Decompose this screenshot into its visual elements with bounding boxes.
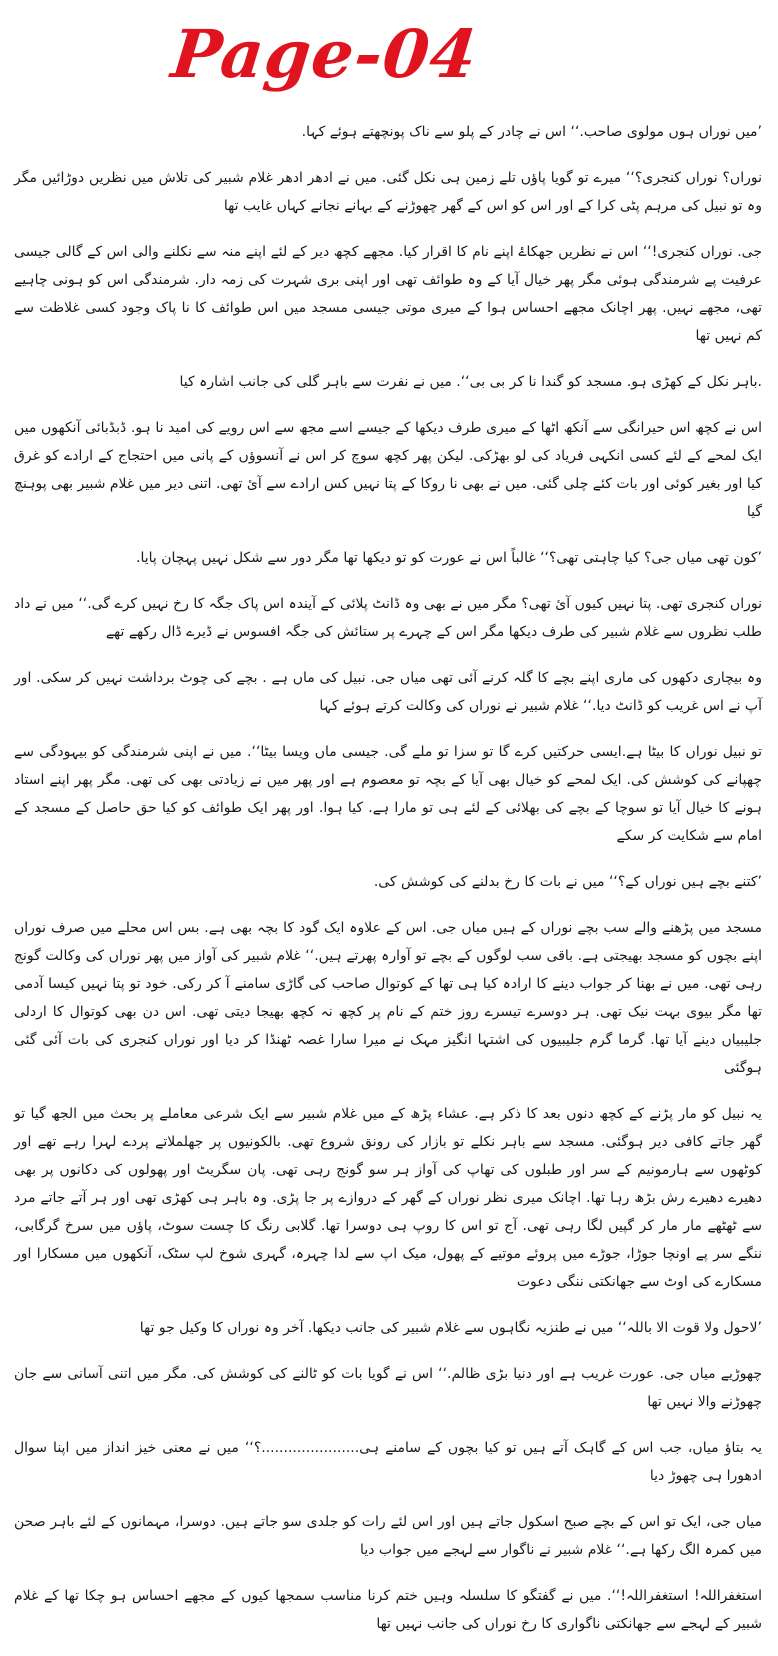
paragraph: میاں جی، ایک تو اس کے بچے صبح اسکول جاتے ہیں اور اس لئے رات کو جلدی سو جاتے ہیں. دوسرا، مہمانوں کے لئے باہر صحن میں کمرہ الگ رکھا ہے.‘‘ غلام شبیر نے ناگوار سے لہجے میں جواب دیا: [14, 1514, 762, 1558]
paragraph: یہ بتاؤ میاں، جب اس کے گاہک آتے ہیں تو کیا بچوں کے سامنے ہی......................؟‘‘ میں نے معنی خیز انداز میں اپنا سوال ادھورا ہی چھوڑ دیا: [14, 1440, 762, 1484]
paragraph: ’میں نوراں ہوں مولوی صاحب.‘‘ اس نے چادر کے پلو سے ناک پونچھتے ہوئے کہا.: [301, 124, 762, 140]
paragraph: جی. نوراں کنجری!‘‘ اس نے نظریں جھکاۓ اپنے نام کا اقرار کیا. مجھے کچھ دیر کے لئے اپنے منہ سے نکلنے والی اس کے گالی جیسی عرفیت پے شرمندگی ہوئی مگر پھر خیال آیا کے وہ طوائف تھی اور اپنی بری شہرت کی زمہ دار. شرمندگی اس کو ہونی چاہیے تھی، مجھے نہیں. پھر اچانک مجھے احساس ہوا کے میری موتی جیسی مسجد میں اس طوائف کا نا پاک وجود کسی غلاظت سے کم نہیں تھا: [14, 244, 762, 344]
paragraph: ’کون تھی میاں جی؟ کیا چاہتی تھی؟‘‘ غالباً اس نے عورت کو تو دیکھا تھا مگر دور سے شکل نہیں پہچان پایا.: [136, 550, 762, 566]
paragraph: تو نبیل نوراں کا بیٹا ہے.ایسی حرکتیں کرے گا تو سزا تو ملے گی. جیسی ماں ویسا بیٹا‘‘. میں نے اپنی شرمندگی کو بیہودگی سے چھپانے کی کوشش کی. ایک لمحے کو خیال بھی آیا کے بچہ تو معصوم ہے اور پھر میں نے زیادتی بھی کی تھی. مگر پھر اپنے استاد ہونے کا خیال آیا تو سوچا کے بچے کی بھلائی کے لئے ہی تو مارا ہے. کیا ہوا. اور پھر ایک طوائف کو کیا حق حاصل کے مسجد کے امام سے شکایت کر سکے: [14, 744, 762, 844]
paragraph: نوراں کنجری تھی. پتا نہیں کیوں آئ تھی؟ مگر میں نے بھی وہ ڈانٹ پلائی کے آیندہ اس پاک جگہ کا رخ نہیں کرے گی.‘‘ میں نے داد طلب نظروں سے غلام شبیر کی طرف دیکھا مگر اس کے چہرے پر ستائش کی جگہ افسوس نے ڈیرے ڈال رکھے تھے: [14, 596, 762, 640]
story-text: [14, 118, 762, 1656]
paragraph: وہ بیچاری دکھوں کی ماری اپنے بچے کا گلہ کرنے آئی تھی میاں جی. نبیل کی ماں ہے . بچے کی چوٹ برداشت نہیں کر سکی. اور آپ نے اس غریب کو ڈانٹ دیا.‘‘ غلام شبیر نے نوراں کی وکالت کرتے ہوئے کہا: [14, 670, 762, 714]
paragraph: یہ نبیل کو مار پڑنے کے کچھ دنوں بعد کا ذکر ہے. عشاء پڑھ کے میں غلام شبیر سے ایک شرعی معاملے پر بحث میں الجھ گیا تو گھر جاتے کافی دیر ہوگئی. مسجد سے باہر نکلے تو بازار کی رونق شروع تھی. بالکونیوں پر جھلملاتے پردے لہرا رہے تھے اور کوٹھوں سے ہارمونیم کے سر اور طبلوں کی تھاپ کی آواز ہر سو گونج رہی تھی. پان سگریٹ اور پھولوں کی دکانوں پر بھی دھیرے دھیرے رش بڑھ رہا تھا. اچانک میری نظر نوراں کے گھر کے دروازے پر جا پڑی. وہ باہر ہی کھڑی تھی اور ہر آتے جاتے مرد سے ٹھٹھے مار مار کر گپیں لگا رہی تھی. آج تو اس کا روپ ہی دوسرا تھا. گلابی رنگ کا چست سوٹ، پاؤں میں سرخ گرگابی، ننگے سر پے اونچا جوڑا، جوڑے میں پروئے موتیے کے پھول، میک اپ سے لدا چہرہ، گہری شوخ لپ سٹک، آنکھوں میں مسکارا اور مسکارے کی اوٹ سے جھانکتی ننگی دعوت: [14, 1106, 762, 1290]
paragraph: مسجد میں پڑھنے والے سب بچے نوراں کے ہیں میاں جی. اس کے علاوہ ایک گود کا بچہ بھی ہے. بس اس محلے میں صرف نوراں اپنے بچوں کو مسجد بھیجتی ہے. باقی سب لوگوں کے بچے تو آوارہ پھرتے ہیں.‘‘ غلام شبیر کی آواز میں پھر نوراں کی وکالت گونج رہی تھی. میں نے بھنا کر جواب دینے کا ارادہ کیا ہی تھا کے کوتوال صاحب کی گاڑی سامنے آ کر رکی. خود تو پتا نہیں کیسا آدمی تھا مگر بیوی بہت نیک تھی. ہر دوسرے تیسرے روز ختم کے نام پر کچھ نہ کچھ بھیجا دیتی تھی. اس دن بھی کوتوال کا اردلی جلیبیاں دینے آیا تھا. گرما گرم جلیبیوں کی اشتہا انگیز مہک نے میرا سارا غصہ ٹھنڈا کر دیا اور نوراں کنجری کی بات آئی گئی ہوگئی: [14, 920, 762, 1076]
page-title: Page-04: [167, 15, 482, 93]
paragraph: اس نے کچھ اس حیرانگی سے آنکھ اٹھا کے میری طرف دیکھا کے جیسے اسے مجھ سے اس رویے کی امید نا ہو. ڈبڈبائی آنکھوں میں ایک لمحے کے لئے کسی انکہی فریاد کی لو بھڑکی. لیکن پھر کچھ سوچ کر اس نے آنسوؤں کے پانی میں احتجاج کے ارادے کو غرق کیا اور بغیر کوئی اور بات کئے چلی گئی. میں نے بھی نا روکا کے پتا نہیں کس ارادے سے آئ تھی. اتنی دیر میں غلام شبیر بھی پوہنچ گیا: [14, 420, 762, 520]
paragraph: ’لاحول ولا قوت الا باللہ‘‘ میں نے طنزیہ نگاہوں سے غلام شبیر کی جانب دیکھا. آخر وہ نوراں کا وکیل جو تھا: [139, 1320, 762, 1336]
paragraph: نوراں؟ نوراں کنجری؟‘‘ میرے تو گویا پاؤں تلے زمین ہی نکل گئی. میں نے ادھر ادھر غلام شبیر کی تلاش میں نظریں دوڑائیں مگر وہ تو نبیل کی مرہم پٹی کرا کے اور اس کو اس کے گھر چھوڑنے کے بہانے نجانے کہاں غایب تھا: [14, 170, 762, 214]
paragraph: چھوڑیے میاں جی. عورت غریب ہے اور دنیا بڑی ظالم.‘‘ اس نے گویا بات کو ٹالنے کی کوشش کی. مگر میں اتنی آسانی سے جان چھوڑنے والا نہیں تھا: [14, 1366, 762, 1410]
paragraph: استغفراللہ! استغفراللہ!‘‘. میں نے گفتگو کا سلسلہ وہیں ختم کرنا مناسب سمجھا کیوں کے مجھے احساس ہو چکا تھا کے غلام شبیر کے لہجے سے جھانکتی ناگواری کا رخ نوراں کی جانب نہیں تھا: [14, 1588, 762, 1632]
paragraph: ’کتنے بچے ہیں نوراں کے؟‘‘ میں نے بات کا رخ بدلنے کی کوشش کی.: [373, 874, 762, 890]
paragraph: .باہر نکل کے کھڑی ہو. مسجد کو گندا نا کر بی بی‘‘. میں نے نفرت سے باہر گلی کی جانب اشارہ کیا: [179, 374, 762, 390]
